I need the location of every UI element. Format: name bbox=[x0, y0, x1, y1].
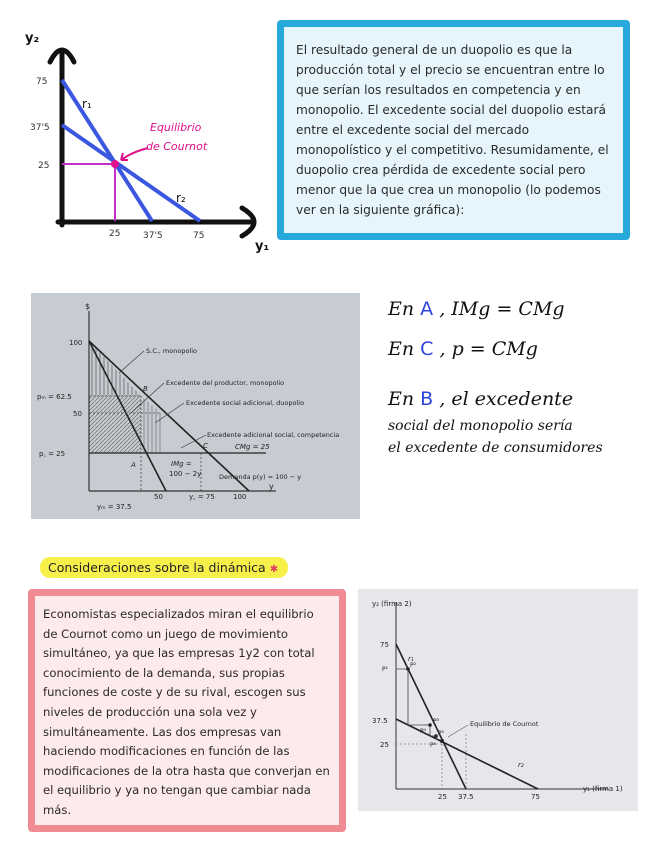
y-axis-label: y₂ bbox=[25, 31, 40, 46]
note-letter-b: B bbox=[420, 388, 434, 410]
chart2-y-25: 25 bbox=[380, 741, 389, 749]
dynamics-box bbox=[28, 589, 346, 832]
point-c: C bbox=[203, 442, 208, 450]
chart2-x-75: 75 bbox=[531, 793, 540, 801]
price-50: 50 bbox=[73, 410, 82, 418]
note-line-5: el excedente de consumidores bbox=[388, 440, 603, 456]
label-demand: Demanda p(y) = 100 − y bbox=[219, 473, 302, 481]
chart2-r2: r₂ bbox=[518, 761, 524, 769]
section-title-text: Consideraciones sobre la dinámica bbox=[48, 560, 266, 575]
label-sc-monopoly: S.C., monopolio bbox=[146, 347, 198, 355]
note-line-b: En B , el excedente bbox=[388, 388, 574, 410]
dynamics-text: Economistas especializados miran el equilibrio de Cournot como un juego de movimiento simultáneo, ya que las empresas 1y2 con total conocimiento de la demanda, sus propias funciones de coste y de su rival, escogen sus niveles de producción una sola vez y simultáneamente. Las dos empresas van haciendo modificaciones en función de las modificaciones de la otra hasta que converjan en el equilibrio y ya no tengan que cambiar nada más. bbox=[43, 607, 330, 817]
chart2-p1: P¹ bbox=[382, 666, 389, 673]
note-letter-a: A bbox=[420, 298, 434, 320]
x-yc: y꜀ = 75 bbox=[189, 493, 215, 501]
label-img-2: 100 − 2y bbox=[169, 470, 202, 478]
chart2-p4: P⁴ bbox=[420, 728, 427, 735]
chart2-x-37: 37.5 bbox=[458, 793, 474, 801]
price-100: 100 bbox=[69, 339, 83, 347]
reaction-chart-photo bbox=[358, 589, 638, 811]
point-a: A bbox=[131, 461, 136, 469]
surplus-chart-photo bbox=[31, 293, 360, 519]
chart2-p3: P³ bbox=[433, 718, 440, 725]
equilibrium-label-1: Equilibrio bbox=[150, 121, 202, 134]
section-title bbox=[40, 557, 288, 578]
chart2-y-75: 75 bbox=[380, 641, 389, 649]
chart2-y-axis-label: y₂ (firma 2) bbox=[372, 600, 412, 608]
x-tick-37: 37'5 bbox=[143, 231, 163, 241]
handwritten-notes bbox=[388, 298, 648, 478]
equilibrium-label-2: de Cournot bbox=[146, 140, 208, 153]
label-producer-surplus: Excedente del productor, monopolio bbox=[166, 379, 285, 387]
y-tick-25: 25 bbox=[38, 161, 50, 171]
chart2-x-25: 25 bbox=[438, 793, 447, 801]
y-tick-37: 37'5 bbox=[30, 123, 50, 133]
chart2-p6: P⁶ bbox=[430, 742, 437, 749]
x-tick-75: 75 bbox=[193, 231, 205, 241]
x-ym: yₘ = 37.5 bbox=[97, 503, 132, 511]
y-axis bbox=[50, 50, 74, 225]
note-letter-c: C bbox=[420, 338, 434, 360]
label-img-1: IMg = bbox=[171, 460, 192, 468]
chart1-y-axis-label: $ bbox=[85, 302, 91, 311]
cournot-sketch-graph bbox=[0, 0, 270, 260]
label-social-competition: Excedente adicional social, competencia bbox=[207, 431, 340, 439]
note-line-a: En A , IMg = CMg bbox=[388, 298, 565, 320]
chart2-y-37: 37.5 bbox=[372, 717, 388, 725]
asterisk-icon: ✱ bbox=[269, 564, 279, 575]
equilibrium-point bbox=[111, 160, 119, 168]
x-50: 50 bbox=[154, 493, 163, 501]
label-cmg: CMg = 25 bbox=[235, 443, 270, 451]
chart2-x-axis-label: y₁ (firma 1) bbox=[583, 785, 623, 793]
chart2-p2: P² bbox=[410, 662, 417, 669]
label-social-duopoly: Excedente social adicional, duopolio bbox=[186, 399, 305, 407]
chart2-p5: P⁵ bbox=[438, 730, 445, 737]
r1-label: r₁ bbox=[82, 97, 92, 111]
duopoly-summary-box bbox=[277, 20, 630, 240]
x-axis-label: y₁ bbox=[255, 239, 270, 254]
price-pm: pₘ = 62.5 bbox=[37, 393, 72, 401]
price-pc: p꜀ = 25 bbox=[39, 450, 66, 458]
producer-surplus-monopoly bbox=[89, 396, 141, 453]
y-tick-75: 75 bbox=[36, 77, 48, 87]
note-line-4: social del monopolio sería bbox=[388, 418, 573, 434]
r2-label: r₂ bbox=[176, 191, 186, 205]
note-line-c: En C , p = CMg bbox=[388, 338, 538, 360]
chart2-cournot: Equilibrio de Cournot bbox=[470, 720, 539, 728]
point-b: B bbox=[143, 385, 148, 393]
equilibrium-arrow bbox=[121, 148, 148, 160]
chart2-r1: r₁ bbox=[408, 655, 414, 663]
x-100: 100 bbox=[233, 493, 247, 501]
duopoly-summary-text: El resultado general de un duopolio es que la producción total y el precio se encuentran entre lo que serían los resultados en competencia y en monopolio. El excedente social del duopolio estará entre el excedente social del mercado monopolístico y el competitivo. Resumidamente, el duopolio crea pérdida de excedente social pero menor que la que crea un monopolio (lo podemos ver en la siguiente gráfica): bbox=[296, 43, 609, 217]
chart1-x-axis-label: y bbox=[269, 482, 274, 491]
x-tick-25: 25 bbox=[109, 229, 121, 239]
